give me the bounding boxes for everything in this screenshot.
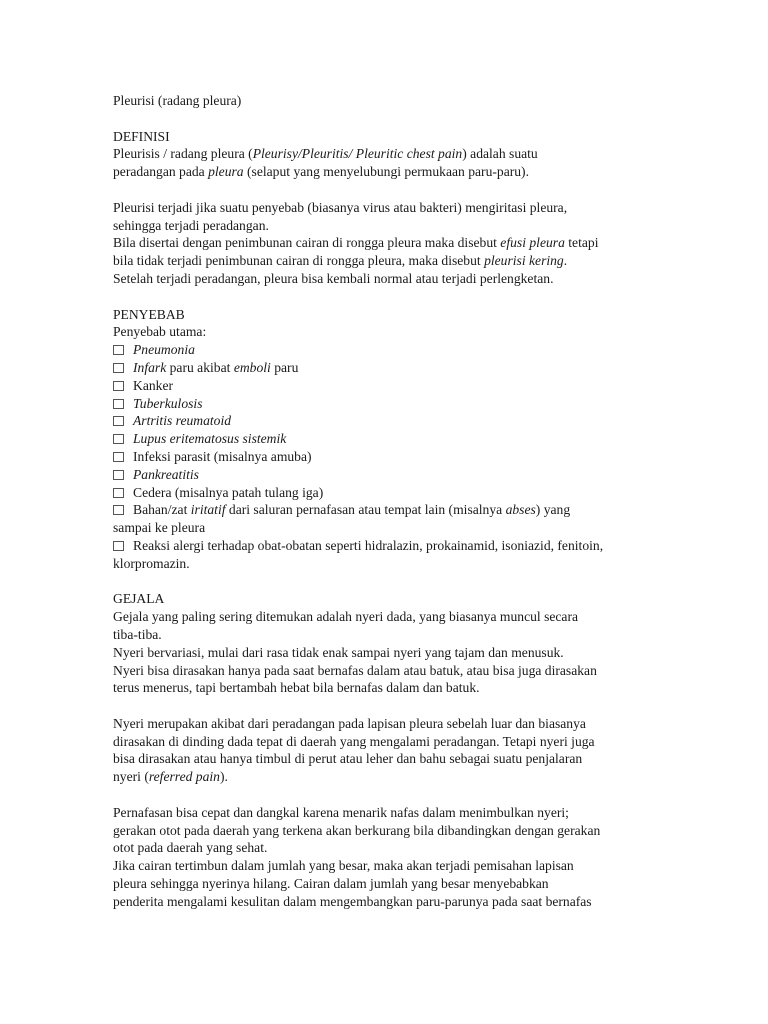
gejala-paragraph-line: Gejala yang paling sering ditemukan adalah nyeri dada, yang biasanya muncul secara [113, 609, 579, 625]
list-item-continuation: klorpromazin. [113, 555, 190, 571]
bullet-box-icon [113, 541, 124, 551]
definisi-paragraph-line: Setelah terjadi peradangan, pleura bisa kembali normal atau terjadi perlengketan. [113, 270, 554, 286]
list-item: Tuberkulosis [113, 395, 658, 413]
list-item: Pneumonia [113, 341, 658, 359]
list-item: Kanker [113, 377, 658, 395]
list-item: Reaksi alergi terhadap obat-obatan seperti hidralazin, prokainamid, isoniazid, fenitoin, [113, 537, 658, 555]
list-item: Artritis reumatoid [113, 412, 658, 430]
gejala-paragraph-line: Nyeri bervariasi, mulai dari rasa tidak enak sampai nyeri yang tajam dan menusuk. [113, 644, 564, 660]
section-heading-gejala: GEJALA [113, 591, 165, 607]
bullet-box-icon [113, 505, 124, 515]
list-item: Infeksi parasit (misalnya amuba) [113, 448, 658, 466]
definisi-paragraph-line: sehingga terjadi peradangan. [113, 217, 269, 233]
bullet-box-icon [113, 416, 124, 426]
bullet-box-icon [113, 399, 124, 409]
section-heading-penyebab: PENYEBAB [113, 306, 185, 322]
bullet-box-icon [113, 363, 124, 373]
gejala-paragraph-line: terus menerus, tapi bertambah hebat bila bernafas dalam dan batuk. [113, 680, 480, 696]
bullet-box-icon [113, 381, 124, 391]
section-heading-definisi: DEFINISI [113, 128, 170, 144]
bullet-box-icon [113, 470, 124, 480]
gejala-paragraph-line: otot pada daerah yang sehat. [113, 840, 268, 856]
gejala-paragraph-line: Jika cairan tertimbun dalam jumlah yang besar, maka akan terjadi pemisahan lapisan [113, 858, 574, 874]
gejala-paragraph-line: pleura sehingga nyerinya hilang. Cairan dalam jumlah yang besar menyebabkan [113, 876, 549, 892]
bullet-box-icon [113, 434, 124, 444]
list-item: Infark paru akibat emboli paru [113, 359, 658, 377]
definisi-paragraph-line: Pleurisis / radang pleura (Pleurisy/Pleuritis/ Pleuritic chest pain) adalah suatu [113, 146, 538, 162]
list-item-continuation: sampai ke pleura [113, 520, 206, 536]
list-item: Pankreatitis [113, 466, 658, 484]
document-title: Pleurisi (radang pleura) [113, 93, 242, 108]
definisi-paragraph-line: Pleurisi terjadi jika suatu penyebab (biasanya virus atau bakteri) mengiritasi pleura, [113, 199, 568, 215]
gejala-paragraph-line: Nyeri bisa dirasakan hanya pada saat bernafas dalam atau batuk, atau bisa juga dirasakan [113, 662, 597, 678]
gejala-paragraph-line: Nyeri merupakan akibat dari peradangan pada lapisan pleura sebelah luar dan biasanya [113, 715, 586, 731]
list-item: Cedera (misalnya patah tulang iga) [113, 484, 658, 502]
bullet-box-icon [113, 488, 124, 498]
definisi-paragraph-line: bila tidak terjadi penimbunan cairan di rongga pleura, maka disebut pleurisi kering. [113, 253, 568, 269]
gejala-paragraph-line: bisa dirasakan atau hanya timbul di perut atau leher dan bahu sebagai suatu penjalaran [113, 751, 583, 767]
gejala-paragraph-line: dirasakan di dinding dada tepat di daerah yang mengalami peradangan. Tetapi nyeri juga [113, 733, 595, 749]
list-item: Bahan/zat iritatif dari saluran pernafasan atau tempat lain (misalnya abses) yang [113, 501, 658, 519]
penyebab-intro: Penyebab utama: [113, 324, 207, 340]
gejala-paragraph-line: penderita mengalami kesulitan dalam mengembangkan paru-parunya pada saat bernafas [113, 893, 592, 909]
bullet-box-icon [113, 452, 124, 462]
list-item: Lupus eritematosus sistemik [113, 430, 658, 448]
gejala-paragraph-line: nyeri (referred pain). [113, 769, 228, 785]
gejala-paragraph-line: tiba-tiba. [113, 626, 162, 642]
definisi-paragraph-line: peradangan pada pleura (selaput yang menyelubungi permukaan paru-paru). [113, 164, 529, 180]
definisi-paragraph-line: Bila disertai dengan penimbunan cairan di rongga pleura maka disebut efusi pleura tetapi [113, 235, 599, 251]
gejala-paragraph-line: Pernafasan bisa cepat dan dangkal karena menarik nafas dalam menimbulkan nyeri; [113, 804, 569, 820]
gejala-paragraph-line: gerakan otot pada daerah yang terkena akan berkurang bila dibandingkan dengan gerakan [113, 822, 601, 838]
bullet-box-icon [113, 345, 124, 355]
document-page [113, 92, 658, 911]
